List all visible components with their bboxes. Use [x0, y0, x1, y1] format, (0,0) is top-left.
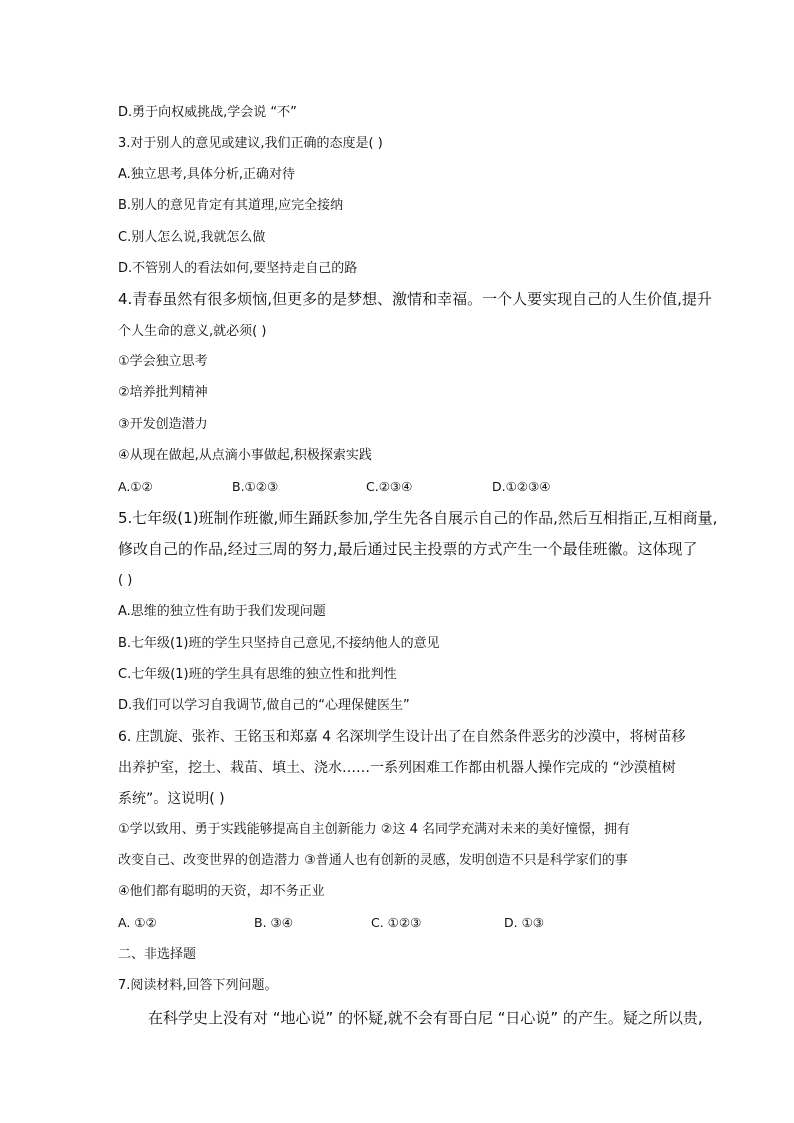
- q6-option-a: A. ①②: [118, 915, 157, 930]
- q7-stem: 7.阅读材料,回答下列问题。: [118, 978, 278, 993]
- q6-stem-line1: 6. 庄凯旋、张祚、王铭玉和郑嘉 4 名深圳学生设计出了在自然条件恶劣的沙漠中，将树苗移: [118, 729, 686, 745]
- q3-option-c: C.别人怎么说,我就怎么做: [118, 230, 266, 245]
- q4-option-a: A.①②: [118, 479, 153, 494]
- q4-item-4: ④从现在做起,从点滴小事做起,积极探索实践: [118, 448, 372, 463]
- q5-answer-blank: ( ): [118, 573, 133, 588]
- q5-stem-line2: 修改自己的作品,经过三周的努力,最后通过民主投票的方式产生一个最佳班徽。这体现了: [118, 540, 698, 558]
- q3-stem: 3.对于别人的意见或建议,我们正确的态度是( ): [118, 136, 383, 151]
- q3-option-d: D.不管别人的看法如何,要坚持走自己的路: [118, 261, 358, 276]
- q4-option-d: D.①②③④: [492, 479, 551, 494]
- section-heading: 二、非选择题: [118, 947, 197, 962]
- q5-option-d: D.我们可以学习自我调节,做自己的“心理保健医生”: [118, 698, 410, 713]
- q4-option-c: C.②③④: [366, 479, 413, 494]
- q3-option-b: B.别人的意见肯定有其道理,应完全接纳: [118, 198, 344, 213]
- q5-option-b: B.七年级(1)班的学生只坚持自己意见,不接纳他人的意见: [118, 636, 440, 651]
- q6-item-line3: ④他们都有聪明的天资，却不务正业: [118, 884, 325, 899]
- q6-stem-line2: 出养护室，挖土、栽苗、填土、浇水……一系列困难工作都由机器人操作完成的 “沙漠植树: [118, 760, 676, 776]
- q4-item-3: ③开发创造潜力: [118, 417, 208, 432]
- q6-stem-line3: 系统”。这说明( ): [118, 791, 225, 807]
- q4-item-1: ①学会独立思考: [118, 354, 208, 369]
- q4-option-b: B.①②③: [232, 479, 279, 494]
- q2-option-d: D.勇于向权威挑战,学会说 “不”: [118, 105, 297, 120]
- q5-option-a: A.思维的独立性有助于我们发现问题: [118, 604, 326, 619]
- q3-option-a: A.独立思考,具体分析,正确对待: [118, 167, 296, 182]
- q5-option-c: C.七年级(1)班的学生具有思维的独立性和批判性: [118, 667, 397, 682]
- q4-stem-line1: 4.青春虽然有很多烦恼,但更多的是梦想、激情和幸福。一个人要实现自己的人生价值,提升: [118, 290, 712, 308]
- q4-stem-line2: 个人生命的意义,就必须( ): [118, 324, 267, 339]
- q6-option-b: B. ③④: [254, 915, 293, 930]
- q7-material: 在科学史上没有对 “地心说” 的怀疑,就不会有哥白尼 “日心说” 的产生。疑之所以贵,: [148, 1009, 703, 1027]
- q6-option-c: C. ①②③: [371, 915, 422, 930]
- q4-item-2: ②培养批判精神: [118, 385, 208, 400]
- q6-item-line2: 改变自己、改变世界的创造潜力 ③普通人也有创新的灵感，发明创造不只是科学家们的事: [118, 853, 628, 868]
- q6-item-line1: ①学以致用、勇于实践能够提高自主创新能力 ②这 4 名同学充满对未来的美好憧憬，拥有: [118, 822, 630, 837]
- q5-stem-line1: 5.七年级(1)班制作班徽,师生踊跃参加,学生先各自展示自己的作品,然后互相指正,互相商量,: [118, 509, 718, 527]
- q6-option-d: D. ①③: [504, 915, 544, 930]
